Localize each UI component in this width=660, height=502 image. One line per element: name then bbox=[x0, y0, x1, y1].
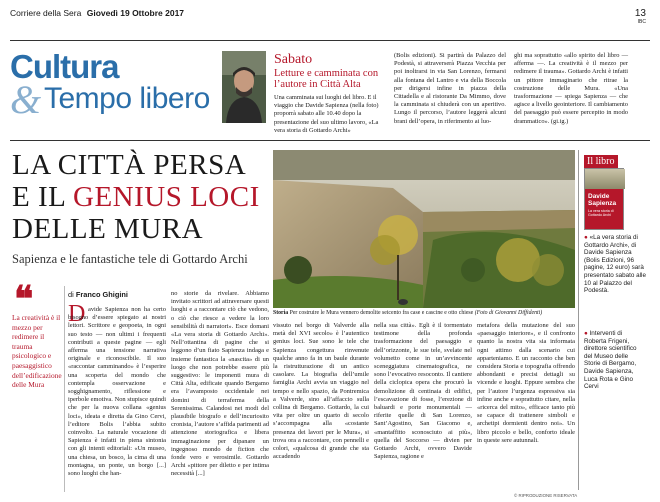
promo-title: Letture e camminata con l’autore in Città Alta bbox=[274, 68, 379, 90]
header-divider bbox=[10, 40, 650, 41]
sidebar-interventions: ● Interventi di Roberta Frigeni, direttore scientifico del Museo delle Storie di Bergamo, Davide Sapienza, Luca Rota e Gino Cervi bbox=[584, 330, 637, 391]
subheadline: Sapienza e le fantastiche tele di Gottardo Archi bbox=[12, 252, 248, 266]
author-portrait bbox=[222, 51, 266, 123]
quote-icon: ❝ bbox=[14, 279, 34, 319]
promo-divider bbox=[10, 140, 650, 141]
walls-illustration bbox=[273, 150, 575, 308]
article-column-4: nella sua città». Egli è il tormentato testimone della profonda trasformazione del paesaggio e dell’orizzonte, le sue tele, svelate nel volumetto come in un’avvincente sceneggiatura cinematografica, ne sono l’evocativo resoconto. Il cantiere della ciclopica opera che procurò la demolizione di centinaia di edifici, l’escavazione di fosse, l’erezione di baluardi e porte monumentali — riferite quelle di San Lorenzo, Sant’Agostino, San Giacomo e, «mantaffitto sconosciuto ai più», quella del Soccorso — divien per Gottardo Archi, ovvero Davide Sapienza, ragione e bbox=[374, 322, 472, 461]
sidebar-title: Il libro bbox=[584, 155, 618, 168]
promo-body: Una camminata sui luoghi del libro. E il viaggio che Davide Sapienza (nella foto) proporrà sabato alle 10.40 dopo la presentazione del suo ultimo lavoro, «La vera storia di Gottardo Archi» bbox=[274, 94, 379, 134]
article-column-5: metafora della mutazione del suo «paesaggio interiore», e il confronto quanto la nostra vita sia informata ogni attimo dalla scenario cui apparteniamo. E un racconto che ben considera Storia e topografia offrendo abbondanti e precisi dettagli su vicende e luoghi. Eppure sembra che per l’autore l’urgenza espressiva sia infine anche e soprattutto citare, nella «ricerca del mito», efficace tanto più se capace di trattenere simboli e archetipi dormienti dentro noi». Un libro piccolo e bello, conforto ideale in queste sere autunnali. bbox=[477, 322, 575, 444]
book-cover bbox=[584, 168, 624, 230]
city-walls-photo bbox=[273, 150, 575, 308]
book-cover-image bbox=[585, 169, 625, 189]
photo-caption bbox=[273, 310, 575, 317]
promo-column-2: (Bolis edizioni). Si partirà da Palazzo del Podestà, si attraverserà Piazza Vecchia per poi inoltrarsi in via San Lorenzo, fermarsi alla fontana del Lantro e via della Boccola per dirigersi infine in piazza della Cittadella e al ristorante Da Mimmo, dove la camminata si chiuderà con un aperitivo. Lungo il percorso, l’autore leggerà alcuni brani dell’opera, in riferimento ai luo- bbox=[394, 52, 506, 125]
article-column-1: avide Sapienza non ha certo bisogno d’essere spiegato ai nostri lettori. Scrittore e geopoeta, in ogni suo testo — non ultimi i frequenti contributi a queste pagine — egli afferma una tensione narrativa originale e riconoscibile. Il suo «raccontar camminando» è l’esperire una scoperta del mondo che contempla osservazione e sogghignamento, riflessione e iperbole emotiva. Non stupisce quindi che per la nuova collana «genius loci», ideata e diretta da Gino Cervi, l’editore Bolis l’abbia subito coinvolto. La naturale vocazione di Sapienza è infatti in piena sintonia con gli intenti editoriali: «Un museo, una chiesa, un bosco, la cima di una montagna, un ponte, un borgo [...] sono luoghi che han- bbox=[68, 306, 166, 478]
bullet-icon: ● bbox=[584, 234, 590, 241]
headline-line-2: E IL GENIUS LOCI bbox=[12, 181, 260, 213]
sidebar-divider bbox=[578, 150, 579, 490]
book-cover-title: La vera storia di Gottardo Archi bbox=[588, 209, 614, 218]
drop-cap: D bbox=[68, 301, 86, 327]
masthead bbox=[10, 8, 184, 18]
newspaper-name: Corriere della Sera bbox=[10, 8, 82, 18]
caption-label: Storia bbox=[273, 310, 289, 316]
headline-line-1: LA CITTÀ PERSA bbox=[12, 149, 247, 181]
article-column-3: vissuto nel borgo di Valverde alla metà del XVI secolo» è l’autentico genius loci. Sue sono le tele che Sapienza congettura rinvenute qualche anno fa in un baule durante la ristrutturazione di un antico casolare. La biografia dell’umile famiglia Archi avvia un viaggio nel tempo e nello spazio, da Pontremica a Valverde, sino all’affaccio sulla collina di Bergamo. Gottardo, la cui vita per oltre un quarto di secolo s’accompagna alla «costante presenza dei lavori per le Mura», si trova ora a raccontare, con pennelli e colori, «qualcosa di grande che sta accadendo bbox=[273, 322, 369, 461]
quote-divider bbox=[64, 286, 65, 492]
section-ampersand: & bbox=[10, 77, 42, 122]
issue-date: Giovedì 19 Ottobre 2017 bbox=[86, 8, 185, 18]
bullet-icon: ● bbox=[584, 330, 590, 337]
book-cover-author: Davide Sapienza bbox=[588, 193, 617, 207]
page-sub: IBC bbox=[637, 19, 646, 25]
sidebar-book-info: ● «La vera storia di Gottardo Archi», di Davide Sapienza (Bolis Edizioni, 96 pagine, 12 euro) sarà presentato sabato alle 10 al Palazzo del Podestà. bbox=[584, 234, 646, 295]
copyright-notice: © RIPRODUZIONE RISERVATA bbox=[514, 493, 578, 498]
page-number: 13 IBC bbox=[634, 8, 646, 25]
section-title-cultura: Cultura bbox=[10, 48, 119, 85]
headline-genius-loci: GENIUS LOCI bbox=[73, 181, 260, 213]
section-title-tempo-libero: Tempo libero bbox=[44, 82, 210, 115]
pull-quote: La creatività è il mezzo per redimere il trauma psicologico e paesaggistico dell’edificazione delle Mura bbox=[12, 313, 62, 390]
article-column-2: no storie da rivelare. Abbiamo invitato scrittori ad attraversare questi luoghi e a raccontare ciò che vedono, o ciò che riesce a vedere la loro sensibilità di narratori». Esce domani «La vera storia di Gottardo Archi». Nell’ottantina di pagine che si leggono d’un fiato Sapienza indaga e insieme fantastica la «nascita» di un luogo che non potrebbe essere più suggestivo: le imponenti mura di Città Alta, edificate quando Bergamo era l’avamposto occidentale nei domini di terraferma della Serenissima. Calandosi nei modi del plausibile biografo e dell’incuriosito cronista, l’autore s’affida parimenti ad attenzione storiografica e libera immaginazione per dipanare un ingegnoso mondo de fiction che fonde vero e verosimile. Gottardo Archi «pittore per diletto e per intima necessità [...] bbox=[171, 290, 269, 478]
promo-column-3: ghi ma soprattutto «allo spirito del libro — afferma —. La creatività è il mezzo per redimere il trauma». Gottardo Archi è infatti un pittore immaginario che ritrae la costruzione delle Mura. «Una trasformazione — spiega Sapienza — che agisce a livello geointeriore. Il cambiamento del paesaggio può essere percepito in modo drammatico». (gi.ig.) bbox=[514, 52, 628, 125]
byline: di Franco Ghigini bbox=[68, 290, 128, 299]
promo-kicker: Sabato bbox=[274, 52, 313, 67]
caption-text: Per costruire le Mura vennero demolite seicento fra case e cascine e otto chiese bbox=[289, 310, 474, 316]
portrait-image bbox=[222, 51, 266, 123]
headline-line-3: DELLE MURA bbox=[12, 213, 204, 245]
photo-credit: (Foto di Giovanni Diffidenti) bbox=[474, 310, 543, 316]
author-name: Franco Ghigini bbox=[75, 290, 128, 299]
